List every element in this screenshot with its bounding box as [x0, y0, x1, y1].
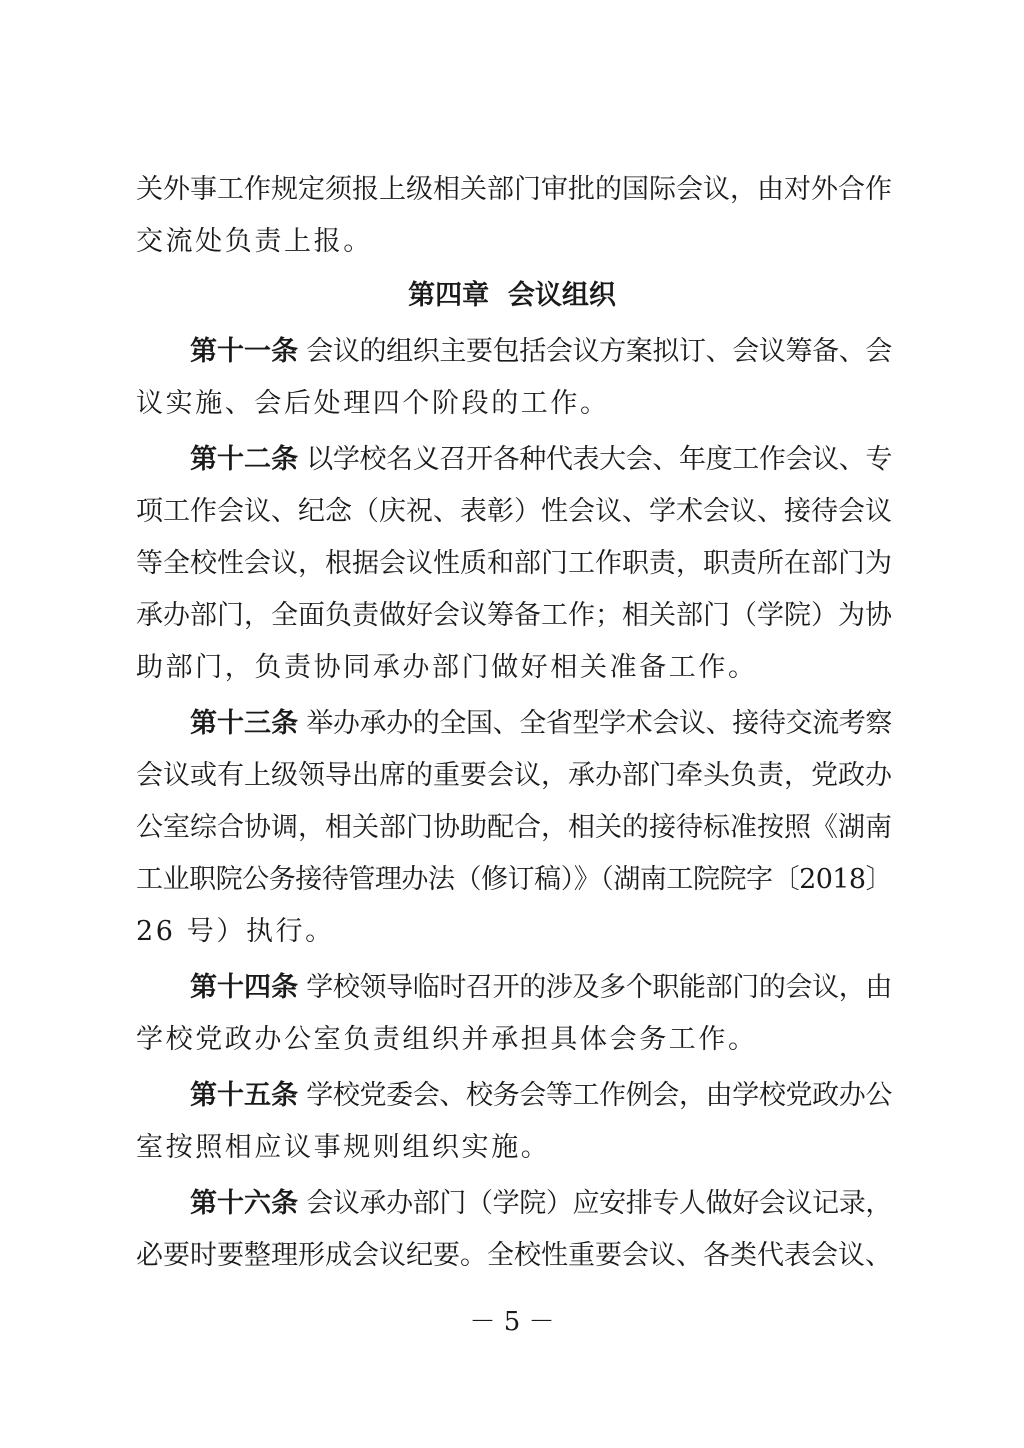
article-11-first-line — [190, 332, 892, 372]
article-14-text: 学校领导临时召开的涉及多个职能部门的会议，由 — [298, 972, 892, 1003]
article-16-line: 必要时要整理形成会议纪要。全校性重要会议、各类代表会议、 — [136, 1240, 892, 1271]
article-13-line: 公室综合协调，相关部门协助配合，相关的接待标准按照《湖南 — [136, 812, 892, 843]
article-12-line: 承办部门，全面负责做好会议筹备工作；相关部门（学院）为协 — [136, 600, 892, 631]
chapter-heading: 第四章 会议组织 — [408, 280, 616, 311]
intro-line-2: 交流处负责上报。 — [136, 226, 373, 257]
article-12-text: 以学校名义召开各种代表大会、年度工作会议、专 — [298, 444, 892, 475]
article-16-first-line — [190, 1184, 892, 1224]
article-14-label: 第十四条 — [190, 972, 299, 1003]
article-12-line: 助部门，负责协同承办部门做好相关准备工作。 — [136, 652, 758, 683]
article-13-line: 26 号）执行。 — [136, 916, 335, 947]
article-12-line: 项工作会议、纪念（庆祝、表彰）性会议、学术会议、接待会议 — [136, 496, 892, 527]
article-13-label: 第十三条 — [190, 708, 299, 739]
page-number: － 5 － — [469, 1307, 555, 1337]
article-15-text: 学校党委会、校务会等工作例会，由学校党政办公 — [298, 1080, 892, 1111]
article-13-line: 工业职院公务接待管理办法（修订稿）》（湖南工院院字〔2018〕 — [136, 864, 892, 895]
article-15-label: 第十五条 — [190, 1080, 299, 1111]
article-11-label: 第十一条 — [190, 336, 299, 367]
article-12-label: 第十二条 — [190, 444, 299, 475]
article-16-text: 会议承办部门（学院）应安排专人做好会议记录， — [298, 1188, 892, 1219]
article-13-line: 会议或有上级领导出席的重要会议，承办部门牵头负责，党政办 — [136, 760, 892, 791]
intro-line-1: 关外事工作规定须报上级相关部门审批的国际会议，由对外合作 — [136, 174, 892, 205]
article-12-line: 等全校性会议，根据会议性质和部门工作职责，职责所在部门为 — [136, 548, 892, 579]
article-13-first-line — [190, 704, 892, 744]
article-15-first-line — [190, 1076, 892, 1116]
article-14-line: 学校党政办公室负责组织并承担具体会务工作。 — [136, 1024, 758, 1055]
article-11-text: 会议的组织主要包括会议方案拟订、会议筹备、会 — [298, 336, 892, 367]
article-14-first-line — [190, 968, 892, 1008]
article-15-line: 室按照相应议事规则组织实施。 — [136, 1132, 551, 1163]
article-11-line: 议实施、会后处理四个阶段的工作。 — [136, 388, 610, 419]
article-16-label: 第十六条 — [190, 1188, 299, 1219]
article-13-text: 举办承办的全国、全省型学术会议、接待交流考察 — [298, 708, 892, 739]
article-12-first-line — [190, 440, 892, 480]
